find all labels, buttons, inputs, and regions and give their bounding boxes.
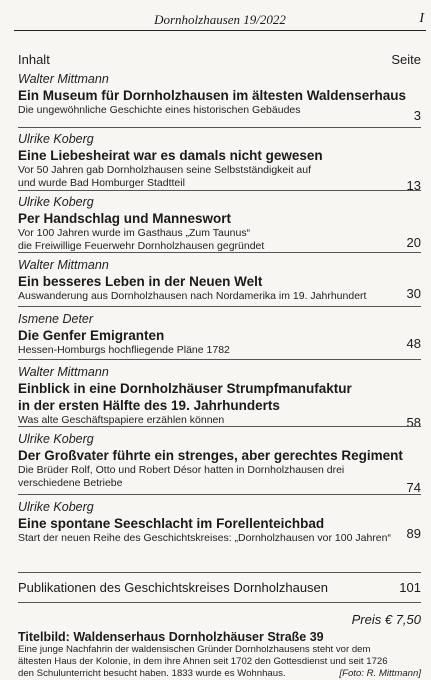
entry-description: Hessen-Homburgs hochfliegende Pläne 1782: [18, 344, 230, 356]
toc-entry: [18, 72, 421, 123]
cover-text-line: Eine junge Nachfahrin der waldensischen Gründer Dornholzhausens steht vor dem: [18, 644, 371, 655]
journal-title: Dornholzhausen 19/2022: [154, 12, 286, 27]
entry-description: verschiedene Betriebe: [18, 477, 123, 489]
cover-text-line: ältesten Haus der Kolonie, in dem ihre Ahnen seit 1702 den Gottesdienst und seit 1726: [18, 656, 388, 667]
entry-author: Walter Mittmann: [18, 72, 109, 86]
entry-author: Ulrike Koberg: [18, 432, 94, 446]
toc-heading: Inhalt: [18, 52, 50, 67]
divider: [18, 359, 421, 360]
entry-page-number: 3: [413, 108, 421, 123]
price: Preis € 7,50: [351, 612, 421, 627]
toc-entry: [18, 258, 421, 303]
page-header: [14, 8, 426, 31]
toc-entry: [18, 365, 421, 430]
entry-description: Die Brüder Rolf, Otto und Robert Désor hatten in Dornholzhausen drei: [18, 464, 345, 476]
entry-page-number: 58: [406, 415, 421, 430]
entry-page-number: 30: [406, 286, 421, 301]
entry-title: Eine spontane Seeschlacht im Forellenteichbad: [18, 516, 325, 531]
cover-caption: [18, 630, 421, 680]
entry-title: Die Genfer Emigranten: [18, 328, 165, 343]
entry-title: Einblick in eine Dornholzhäuser Strumpfmanufaktur: [18, 381, 352, 396]
entry-description: Was alte Geschäftspapiere erzählen können: [18, 414, 225, 426]
divider: [18, 602, 421, 603]
entry-author: Ulrike Koberg: [18, 195, 94, 209]
entry-author: Walter Mittmann: [18, 365, 109, 379]
toc-page-heading: Seite: [391, 52, 421, 67]
entry-title: Ein Museum für Dornholzhausen im ältesten Waldenserhaus: [18, 88, 407, 103]
entry-title: in der ersten Hälfte des 19. Jahrhunderts: [18, 398, 280, 413]
entry-description: und wurde Bad Homburger Stadtteil: [18, 177, 185, 189]
entry-page-number: 89: [406, 526, 421, 541]
entry-author: Ulrike Koberg: [18, 500, 94, 514]
entry-title: Per Handschlag und Manneswort: [18, 211, 232, 226]
entry-description: Die ungewöhnliche Geschichte eines historischen Gebäudes: [18, 104, 301, 116]
entry-author: Ulrike Koberg: [18, 132, 94, 146]
cover-title: Titelbild: Waldenserhaus Dornholzhäuser Straße 39: [18, 630, 324, 644]
entry-title: Eine Liebesheirat war es damals nicht gewesen: [18, 148, 323, 163]
toc-entry: [18, 195, 421, 253]
divider: [18, 306, 421, 307]
entry-page-number: 13: [406, 178, 421, 193]
toc-entry: [18, 500, 421, 545]
entry-title: Der Großvater führte ein strenges, aber gerechtes Regiment: [18, 448, 403, 463]
entry-description: Vor 50 Jahren gab Dornholzhausen seine Selbstständigkeit auf: [18, 164, 312, 176]
publications-entry: [18, 580, 421, 595]
publications-label: Publikationen des Geschichtskreises Dornholzhausen: [18, 580, 329, 595]
divider: [18, 572, 421, 573]
entry-description: Vor 100 Jahren wurde im Gasthaus „Zum Taunus“: [18, 227, 251, 239]
cover-text-last: [18, 668, 421, 680]
entry-page-number: 20: [406, 235, 421, 250]
divider: [18, 426, 421, 427]
page-number: I: [419, 11, 424, 26]
entry-author: Walter Mittmann: [18, 258, 109, 272]
entry-title: Ein besseres Leben in der Neuen Welt: [18, 274, 263, 289]
entry-description: Auswanderung aus Dornholzhausen nach Nordamerika im 19. Jahrhundert: [18, 290, 367, 302]
toc-entry: [18, 432, 421, 495]
toc-entry: [18, 312, 421, 357]
divider: [18, 252, 421, 253]
publications-page: 101: [399, 580, 421, 595]
divider: [18, 127, 421, 128]
entry-description: Start der neuen Reihe des Geschichtskreises: „Dornholzhausen vor 100 Jahren“: [18, 532, 391, 544]
entry-page-number: 74: [406, 480, 421, 495]
divider: [18, 494, 421, 495]
entry-description: die Freiwillige Feuerwehr Dornholzhausen gegründet: [18, 240, 265, 252]
toc-header: [18, 52, 421, 70]
toc-entry: [18, 132, 421, 193]
photo-credit: [Foto: R. Mittmann]: [339, 668, 421, 679]
cover-text-line: den Schulunterricht besucht haben. 1833 wurde es Wohnhaus.: [18, 668, 286, 679]
entry-page-number: 48: [406, 336, 421, 351]
divider: [18, 190, 421, 191]
entry-author: Ismene Deter: [18, 312, 94, 326]
